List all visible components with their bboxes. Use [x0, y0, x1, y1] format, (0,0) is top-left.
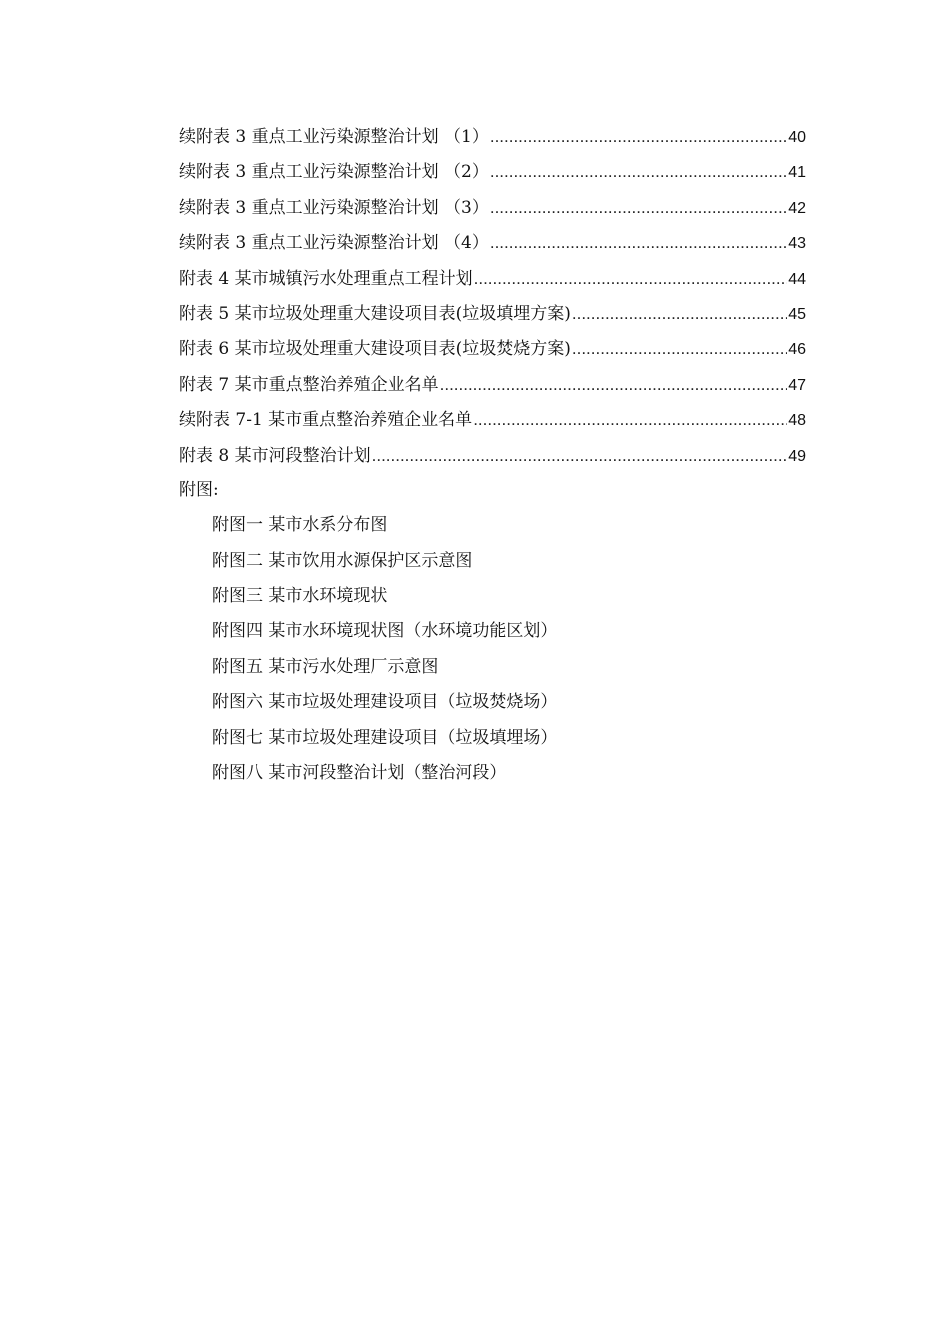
- toc-leader-dots: [572, 296, 787, 331]
- toc-entry-title: 附表 6 某市垃圾处理重大建设项目表(垃圾焚烧方案): [179, 339, 571, 360]
- toc-entry-page: 42: [788, 199, 806, 217]
- toc-entry-page: 47: [788, 376, 806, 394]
- toc-entry-title: 附表 8 某市河段整治计划: [179, 445, 371, 466]
- toc-leader-dots: [474, 261, 788, 296]
- figure-item[interactable]: 附图一 某市水系分布图: [212, 515, 388, 536]
- toc-entry[interactable]: [179, 367, 806, 402]
- figure-item[interactable]: 附图六 某市垃圾处理建设项目（垃圾焚烧场）: [212, 692, 558, 713]
- toc-entry[interactable]: [179, 402, 806, 437]
- figure-item[interactable]: 附图五 某市污水处理厂示意图: [212, 656, 439, 677]
- toc-entry-page: 45: [788, 305, 806, 323]
- toc-entry-page: 40: [788, 129, 806, 146]
- toc-entry-page: 43: [788, 235, 806, 253]
- toc-entry-page: 41: [788, 164, 806, 182]
- toc-leader-dots: [372, 438, 788, 473]
- toc-entry-title: 续附表 3 重点工业污染源整治计划 （1）: [179, 127, 489, 147]
- toc-leader-dots: [490, 190, 787, 225]
- figures-heading: 附图:: [179, 479, 219, 500]
- table-of-contents: [179, 119, 806, 791]
- toc-entry-title: 续附表 7-1 某市重点整治养殖企业名单: [179, 410, 473, 431]
- toc-leader-dots: [490, 154, 787, 189]
- figure-item[interactable]: 附图二 某市饮用水源保护区示意图: [212, 550, 473, 571]
- toc-entry-title: 续附表 3 重点工业污染源整治计划 （3）: [179, 197, 489, 218]
- toc-entry[interactable]: [179, 119, 806, 154]
- toc-entry[interactable]: [179, 331, 806, 366]
- toc-entry[interactable]: [179, 261, 806, 296]
- toc-entry[interactable]: [179, 225, 806, 260]
- toc-entry[interactable]: [179, 438, 806, 473]
- figures-list: [179, 508, 806, 791]
- toc-leader-dots: [572, 331, 787, 366]
- toc-entry-title: 续附表 3 重点工业污染源整治计划 （2）: [179, 162, 489, 183]
- toc-leader-dots: [473, 402, 787, 437]
- toc-entry-title: 附表 5 某市垃圾处理重大建设项目表(垃圾填埋方案): [179, 303, 571, 324]
- toc-leader-dots: [490, 119, 787, 154]
- toc-entry-page: 44: [788, 270, 806, 288]
- toc-entry[interactable]: [179, 190, 806, 225]
- toc-entry[interactable]: [179, 296, 806, 331]
- toc-leader-dots: [490, 225, 787, 260]
- toc-entry-page: 46: [788, 341, 806, 359]
- toc-entry-page: 48: [788, 412, 806, 430]
- toc-entry-title: 附表 4 某市城镇污水处理重点工程计划: [179, 268, 473, 289]
- toc-entry-title: 续附表 3 重点工业污染源整治计划 （4）: [179, 233, 489, 254]
- figure-item[interactable]: 附图八 某市河段整治计划（整治河段）: [212, 763, 507, 784]
- toc-entry-title: 附表 7 某市重点整治养殖企业名单: [179, 374, 439, 395]
- toc-entry-page: 49: [788, 447, 806, 465]
- figure-item[interactable]: 附图四 某市水环境现状图（水环境功能区划）: [212, 621, 558, 642]
- figure-item[interactable]: 附图三 某市水环境现状: [212, 586, 388, 607]
- figure-item[interactable]: 附图七 某市垃圾处理建设项目（垃圾填埋场）: [212, 727, 558, 748]
- toc-leader-dots: [440, 367, 788, 402]
- toc-entry[interactable]: [179, 154, 806, 189]
